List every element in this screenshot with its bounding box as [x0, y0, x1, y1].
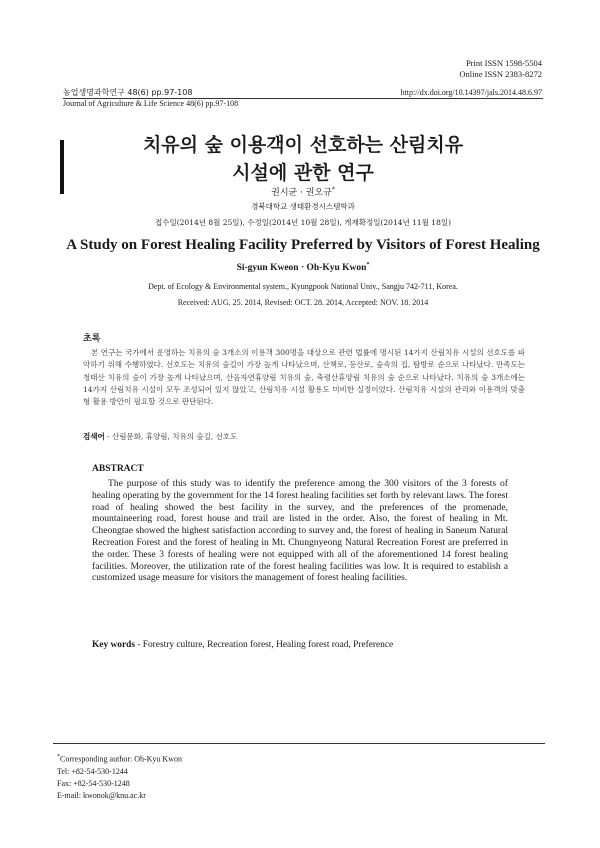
- journal-header-ko: 농업생명과학연구 48(6) pp.97-108: [63, 88, 193, 97]
- dates-en: Received: AUG. 25. 2014, Revised: OCT. 28. 2014, Accepted: NOV. 18. 2014: [177, 298, 429, 307]
- title-ko: [63, 131, 543, 187]
- doi-link[interactable]: http://dx.doi.org/10.14397/jals.2014.48.6.97: [400, 88, 542, 97]
- title-en: A Study on Forest Healing Facility Preferred by Visitors of Forest Healing: [66, 237, 540, 253]
- keywords-en-values: - Forestry culture, Recreation forest, Healing forest road, Preference: [137, 640, 394, 650]
- footnote-rule: [53, 743, 545, 744]
- tel: Tel: +82-54-530-1244: [57, 766, 128, 776]
- keywords-ko-label: 검색어: [83, 432, 105, 441]
- keywords-ko-values: - 산림문화, 휴양림, 치유의 숲길, 선호도: [107, 432, 238, 441]
- footnote-asterisk: *: [57, 754, 60, 760]
- keywords-en-label: Key words: [92, 640, 135, 650]
- authors-ko: [63, 185, 543, 198]
- authors-ko-names: 권시균 · 권오규: [271, 188, 332, 198]
- keywords-en: [92, 640, 393, 650]
- journal-header-en: Journal of Agriculture & Life Science 48(6) pp.97-108: [63, 99, 239, 108]
- abstract-en-text: The purpose of this study was to identify the preference among the 300 visitors of the 3 forests of healing operating by the government for the 14 forest healing facilities set forth by relevant laws. The forest road of healing showed the best facility in the survey, and the preferences of the promenade, mountaineering road, forest house and trail are listed in the order. Also, the forest of healing in Mt. Cheongtae showed the highest satisfaction according to survey and, the forest of healing in Saneum Natural Recreation Forest and the forest of healing in Mt. Chungnyeong Natural Recreation Forest are preferred in the order. These 3 forests of healing were not equipped with all of the aforementioned 14 forest healing facilities. Moreover, the utilization rate of the forest healing facilities was low. It is required to establish a customized usage measure for visitors the management of forest healing facilities.: [92, 478, 508, 584]
- corresponding-author: [57, 751, 182, 766]
- title-ko-line2: 시설에 관한 연구: [232, 162, 374, 184]
- abstract-ko-heading: 초록: [83, 334, 101, 344]
- affiliation-en: Dept. of Ecology & Environmental system., Kyungpook National Univ., Sangju 742-711, Korea.: [148, 282, 458, 291]
- online-issn: Online ISSN 2383-8272: [459, 69, 542, 79]
- authors-en-asterisk: *: [366, 262, 370, 268]
- authors-ko-asterisk: *: [331, 186, 335, 193]
- print-issn: Print ISSN 1598-5504: [465, 58, 542, 68]
- corresponding-author-text: Corresponding author: Oh-Kyu Kwon: [60, 754, 182, 764]
- authors-en: [63, 262, 543, 273]
- footnote: [57, 751, 182, 802]
- abstract-en-heading: ABSTRACT: [92, 464, 144, 474]
- keywords-ko: [83, 431, 237, 442]
- authors-en-names: Si-gyun Kweon · Oh-Kyu Kwon: [236, 263, 367, 274]
- fax: Fax: +82-54-530-1248: [57, 778, 130, 788]
- affiliation-ko: 경북대학교 생태환경시스템학과: [251, 202, 355, 211]
- issn-block: [459, 58, 542, 80]
- title-ko-line1: 치유의 숲 이용객이 선호하는 산림치유: [142, 134, 464, 156]
- abstract-ko-text: 본 연구는 국가에서 운영하는 치유의 숲 3개소의 이용객 300명을 대상으로 관련 법률에 명시된 14가지 산림치유 시설의 선호도를 파악하기 위해 수행하였다. 선호도는 치유의 숲길이 가장 높게 나타났으며, 산책로, 등산로, 숲속의 집, 탐방로 순으로 나타났다. 만족도는 청태산 치유의 숲이 가장 높게 나타났으며, 산음자연휴양림 치유의 숲, 축령산휴양림 치유의 숲 순으로 나타났다. 치유의 숲 3개소에는 14가지 산림치유 시설이 모두 조성되어 있지 않았고, 산림치유 시설 활용도 미비한 실정이었다. 산림치유 시설의 관리와 이용객의 맞춤형 활용 방안이 필요할 것으로 판단된다.: [83, 348, 525, 407]
- email-link[interactable]: E-mail: kwonok@knu.ac.kr: [57, 790, 146, 800]
- dates-ko: 접수일(2014년 8월 25일), 수정일(2014년 10월 28일), 게재확정일(2014년 11월 18일): [154, 218, 452, 227]
